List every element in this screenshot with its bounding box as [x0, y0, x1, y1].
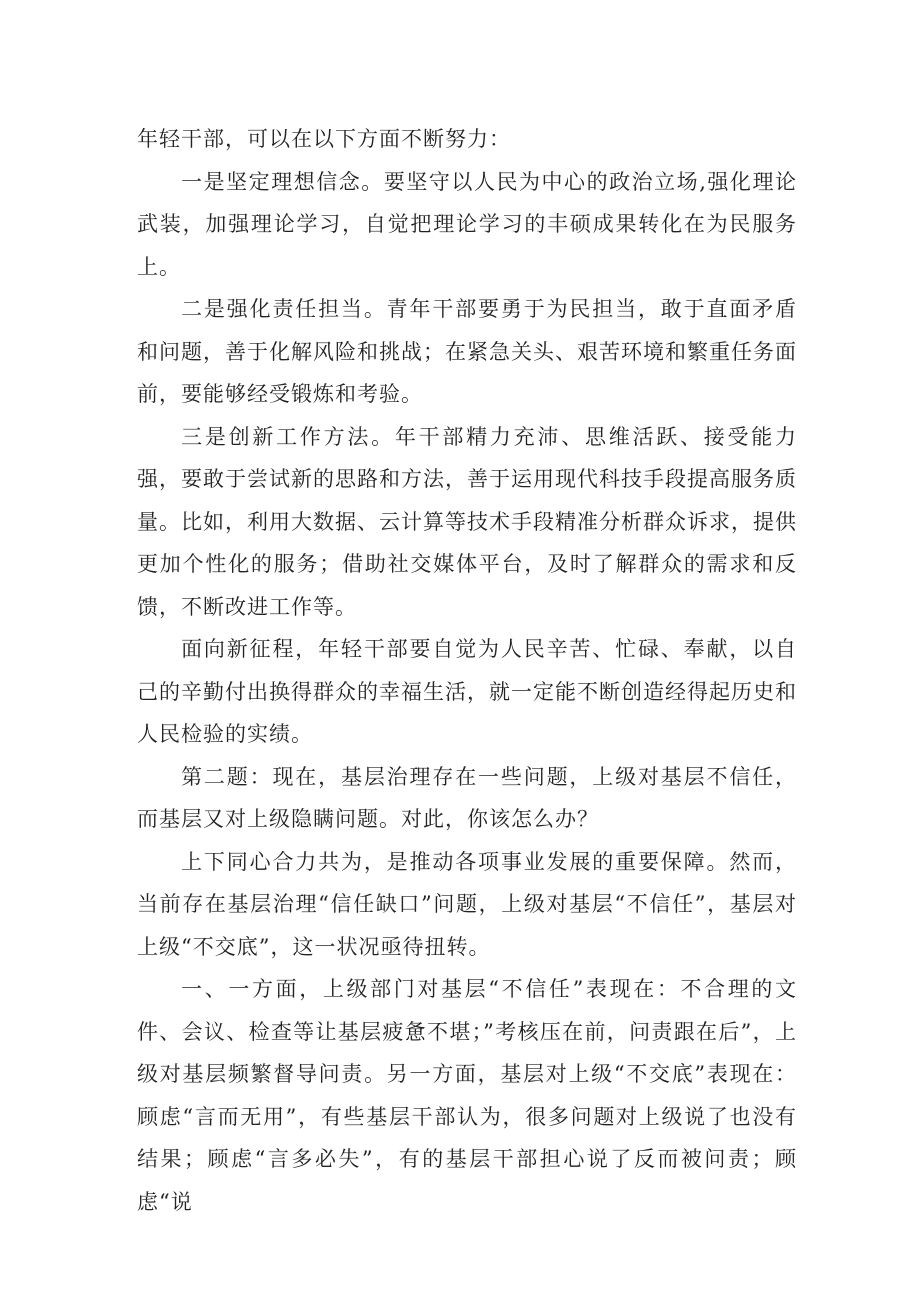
document-body — [137, 118, 797, 1223]
paragraph-answer-section-one: 一、一方面，上级部门对基层“不信任”表现在：不合理的文件、会议、检查等让基层疲惫不堪；”考核压在前，问责跟在后”，上级对基层频繁督导问责。另一方面，基层对上级“不交底”表现在：顾虑“言而无用”，有些基层干部认为，很多问题对上级说了也没有结果；顾虑“言多必失”，有的基层干部担心说了反而被问责；顾虑“说 — [137, 977, 797, 1214]
paragraph-answer-intro: 上下同心合力共为，是推动各项事业发展的重要保障。然而，当前存在基层治理“信任缺口”问题，上级对基层“不信任”，基层对上级“不交底”，这一状况亟待扭转。 — [137, 849, 797, 959]
paragraph-conclusion: 面向新征程，年轻干部要自觉为人民辛苦、忙碌、奉献，以自己的辛勤付出换得群众的幸福生活，就一定能不断创造经得起历史和人民检验的实绩。 — [137, 637, 797, 746]
paragraph-point-two: 二是强化责任担当。青年干部要勇于为民担当，敢于直面矛盾和问题，善于化解风险和挑战；在紧急关头、艰苦环境和繁重任务面前，要能够经受锻炼和考验。 — [137, 297, 797, 406]
paragraph-intro-continuation: 年轻干部，可以在以下方面不断努力： — [137, 127, 511, 151]
paragraph-point-three: 三是创新工作方法。年干部精力充沛、思维活跃、接受能力强，要敢于尝试新的思路和方法，善于运用现代科技手段提高服务质量。比如，利用大数据、云计算等技术手段精准分析群众诉求，提供更加个性化的服务；借助社交媒体平台，及时了解群众的需求和反馈，不断改进工作等。 — [137, 424, 797, 619]
paragraph-question-two: 第二题：现在，基层治理存在一些问题，上级对基层不信任，而基层又对上级隐瞒问题。对此，你该怎么办？ — [137, 764, 797, 831]
paragraph-point-one: 一是坚定理想信念。要坚守以人民为中心的政治立场,强化理论武装，加强理论学习，自觉把理论学习的丰硕成果转化在为民服务上。 — [137, 169, 797, 279]
